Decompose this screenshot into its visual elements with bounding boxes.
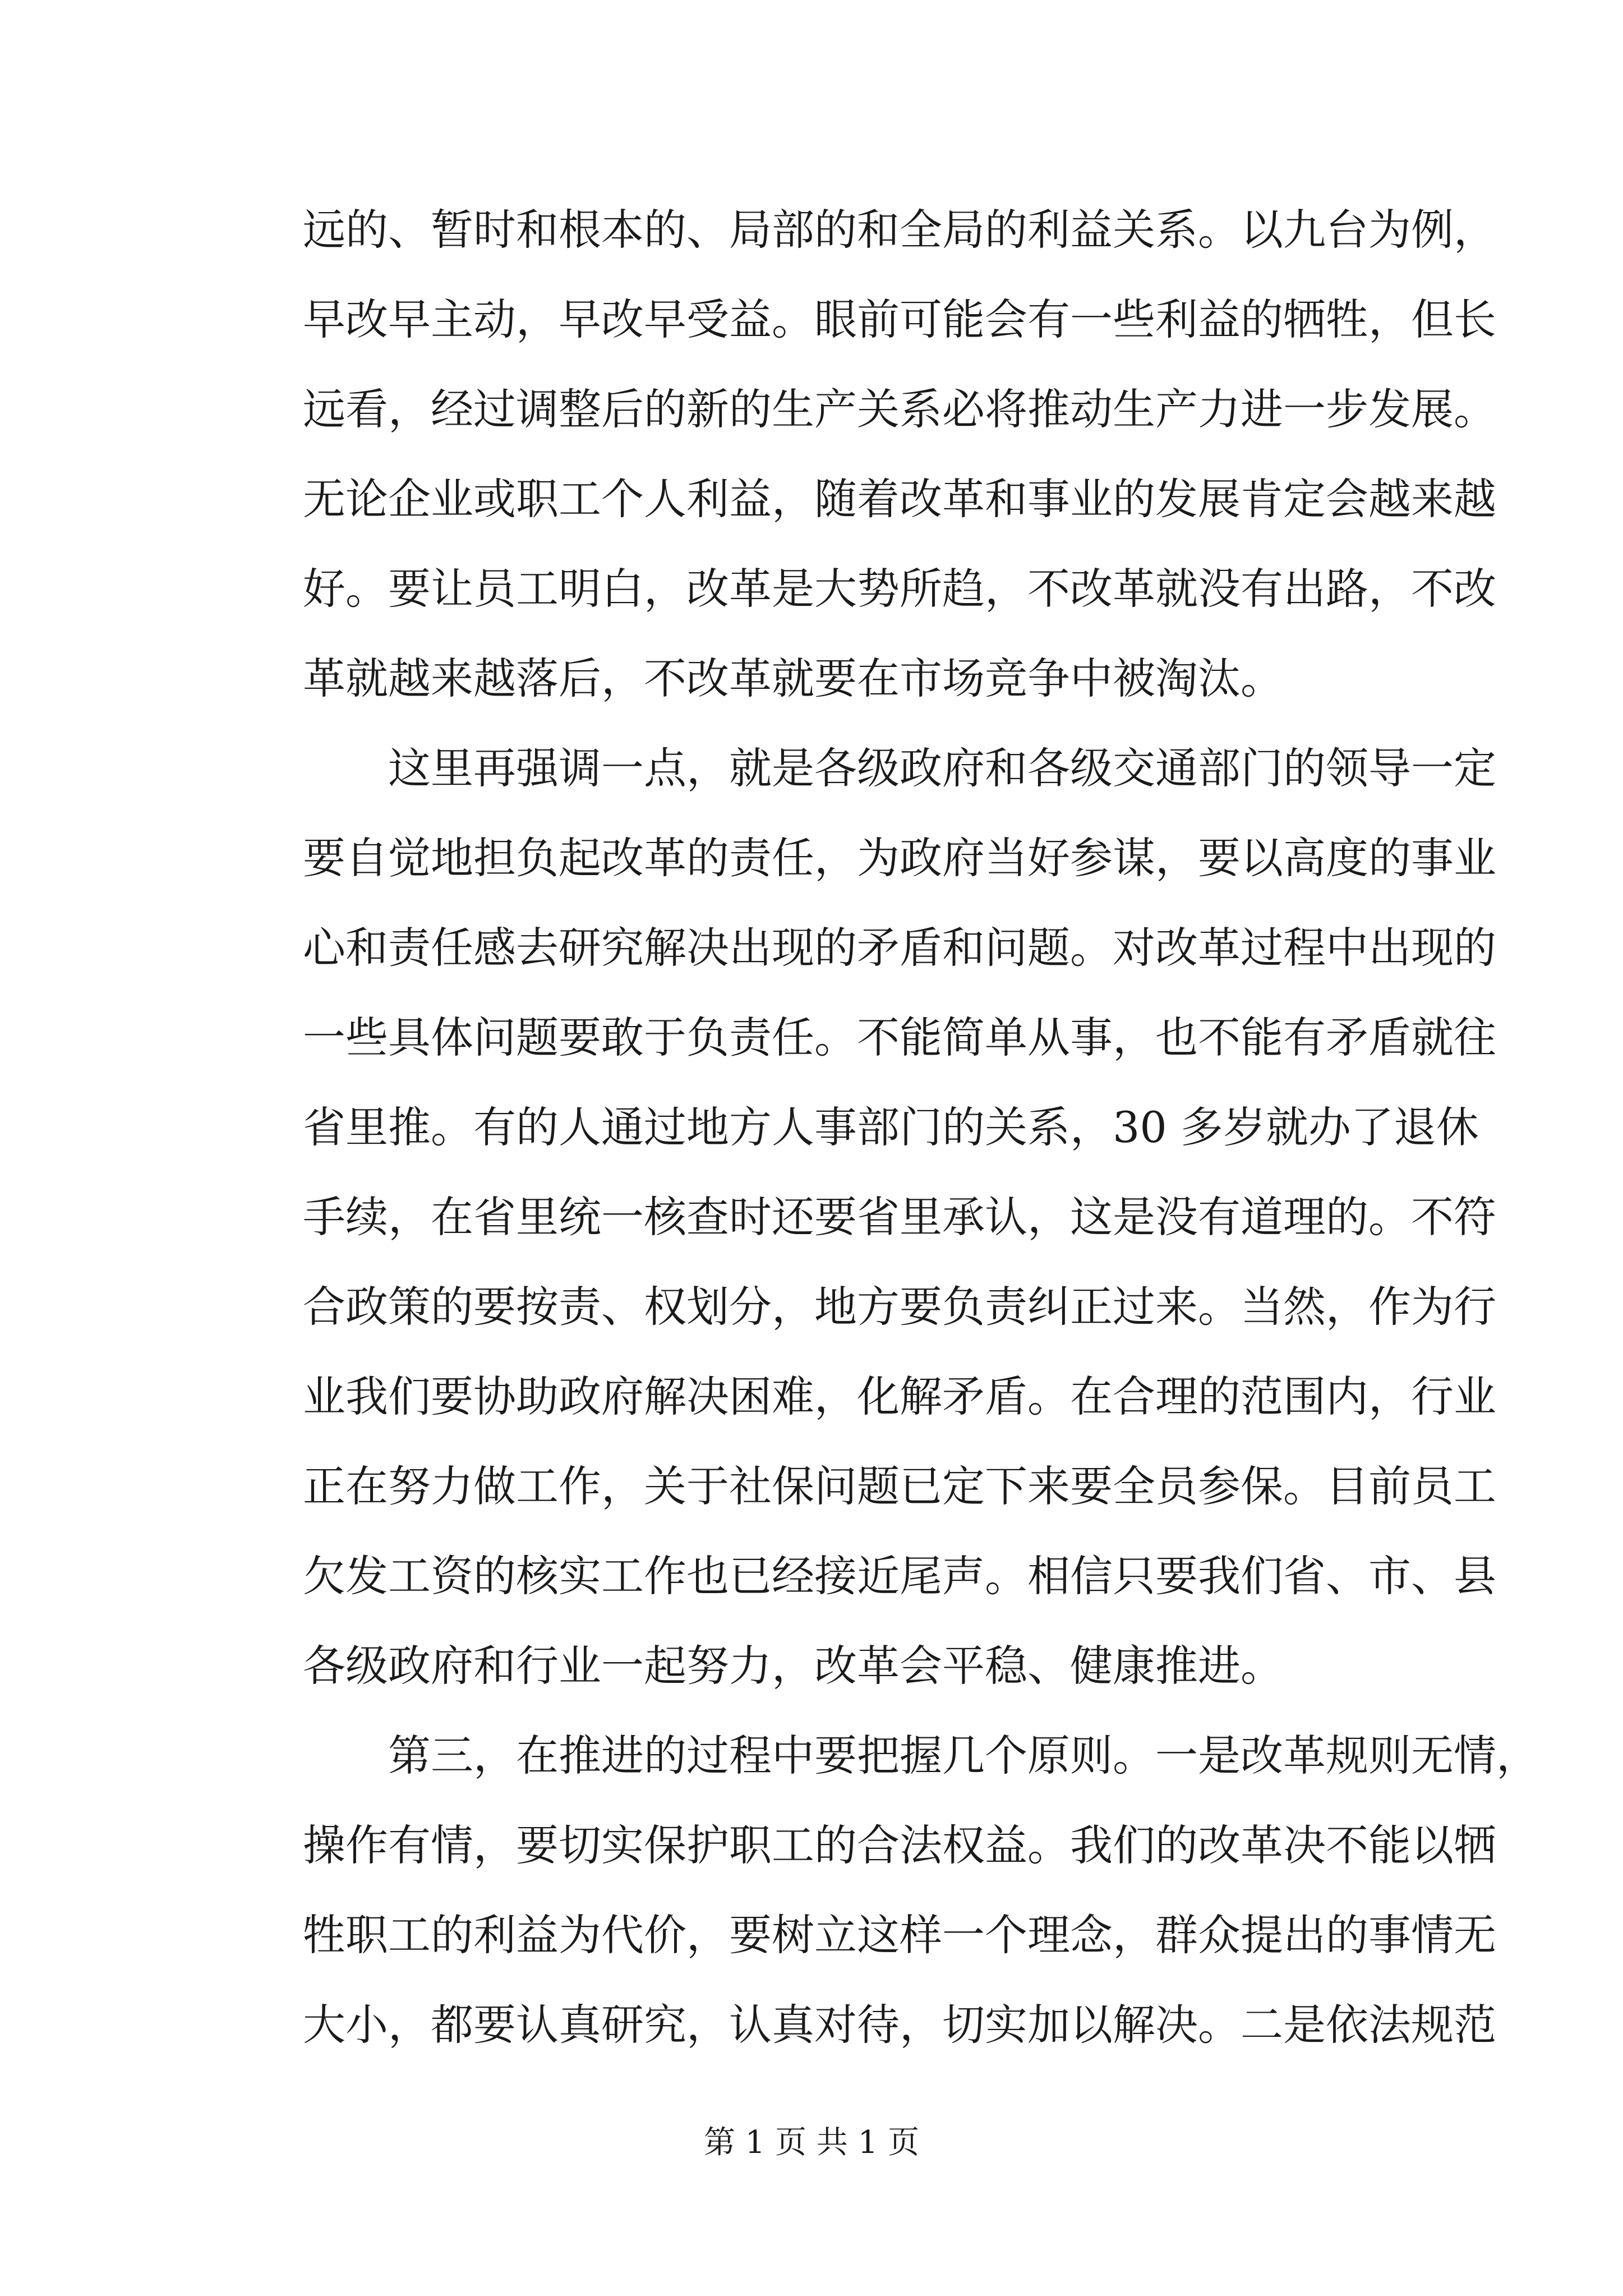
body-text-line: 一些具体问题要敢于负责任。不能简单从事，也不能有矛盾就往 xyxy=(303,1013,1496,1062)
body-text-line: 革就越来越落后，不改革就要在市场竞争中被淘汰。 xyxy=(303,654,1283,703)
body-text-line: 正在努力做工作，关于社保问题已定下来要全员参保。目前员工 xyxy=(303,1461,1496,1511)
body-text-line: 无论企业或职工个人利益，随着改革和事业的发展肯定会越来越 xyxy=(303,474,1496,524)
body-text-line: 心和责任感去研究解决出现的矛盾和问题。对改革过程中出现的 xyxy=(303,923,1496,973)
body-text-line: 要自觉地担负起改革的责任，为政府当好参谋，要以高度的事业 xyxy=(303,833,1496,883)
body-text-line: 手续，在省里统一核查时还要省里承认，这是没有道理的。不符 xyxy=(303,1192,1496,1242)
body-text-line: 好。要让员工明白，改革是大势所趋，不改革就没有出路，不改 xyxy=(303,564,1496,614)
body-text-line: 早改早主动，早改早受益。眼前可能会有一些利益的牺牲，但长 xyxy=(303,295,1496,344)
body-text-line: 操作有情，要切实保护职工的合法权益。我们的改革决不能以牺 xyxy=(303,1820,1496,1870)
body-text-line: 远看，经过调整后的新的生产关系必将推动生产力进一步发展。 xyxy=(303,384,1496,434)
body-text-line: 这里再强调一点，就是各级政府和各级交通部门的领导一定 xyxy=(303,743,1496,793)
body-text-line: 欠发工资的核实工作也已经接近尾声。相信只要我们省、市、县 xyxy=(303,1551,1496,1601)
body-text-line: 第三，在推进的过程中要把握几个原则。一是改革规则无情， xyxy=(303,1731,1539,1780)
body-text-line: 大小，都要认真研究，认真对待，切实加以解决。二是依法规范 xyxy=(303,2000,1496,2050)
body-text-line: 牲职工的利益为代价，要树立这样一个理念，群众提出的事情无 xyxy=(303,1910,1496,1960)
body-text-line: 省里推。有的人通过地方人事部门的关系，30 多岁就办了退休 xyxy=(303,1102,1479,1152)
body-text-line: 各级政府和行业一起努力，改革会平稳、健康推进。 xyxy=(303,1641,1283,1691)
body-text-line: 远的、暂时和根本的、局部的和全局的利益关系。以九台为例， xyxy=(303,205,1496,255)
body-text-line: 合政策的要按责、权划分，地方要负责纠正过来。当然，作为行 xyxy=(303,1282,1496,1332)
body-text-line: 业我们要协助政府解决困难，化解矛盾。在合理的范围内，行业 xyxy=(303,1372,1496,1421)
page-number-footer: 第 1 页 共 1 页 xyxy=(703,2124,920,2161)
